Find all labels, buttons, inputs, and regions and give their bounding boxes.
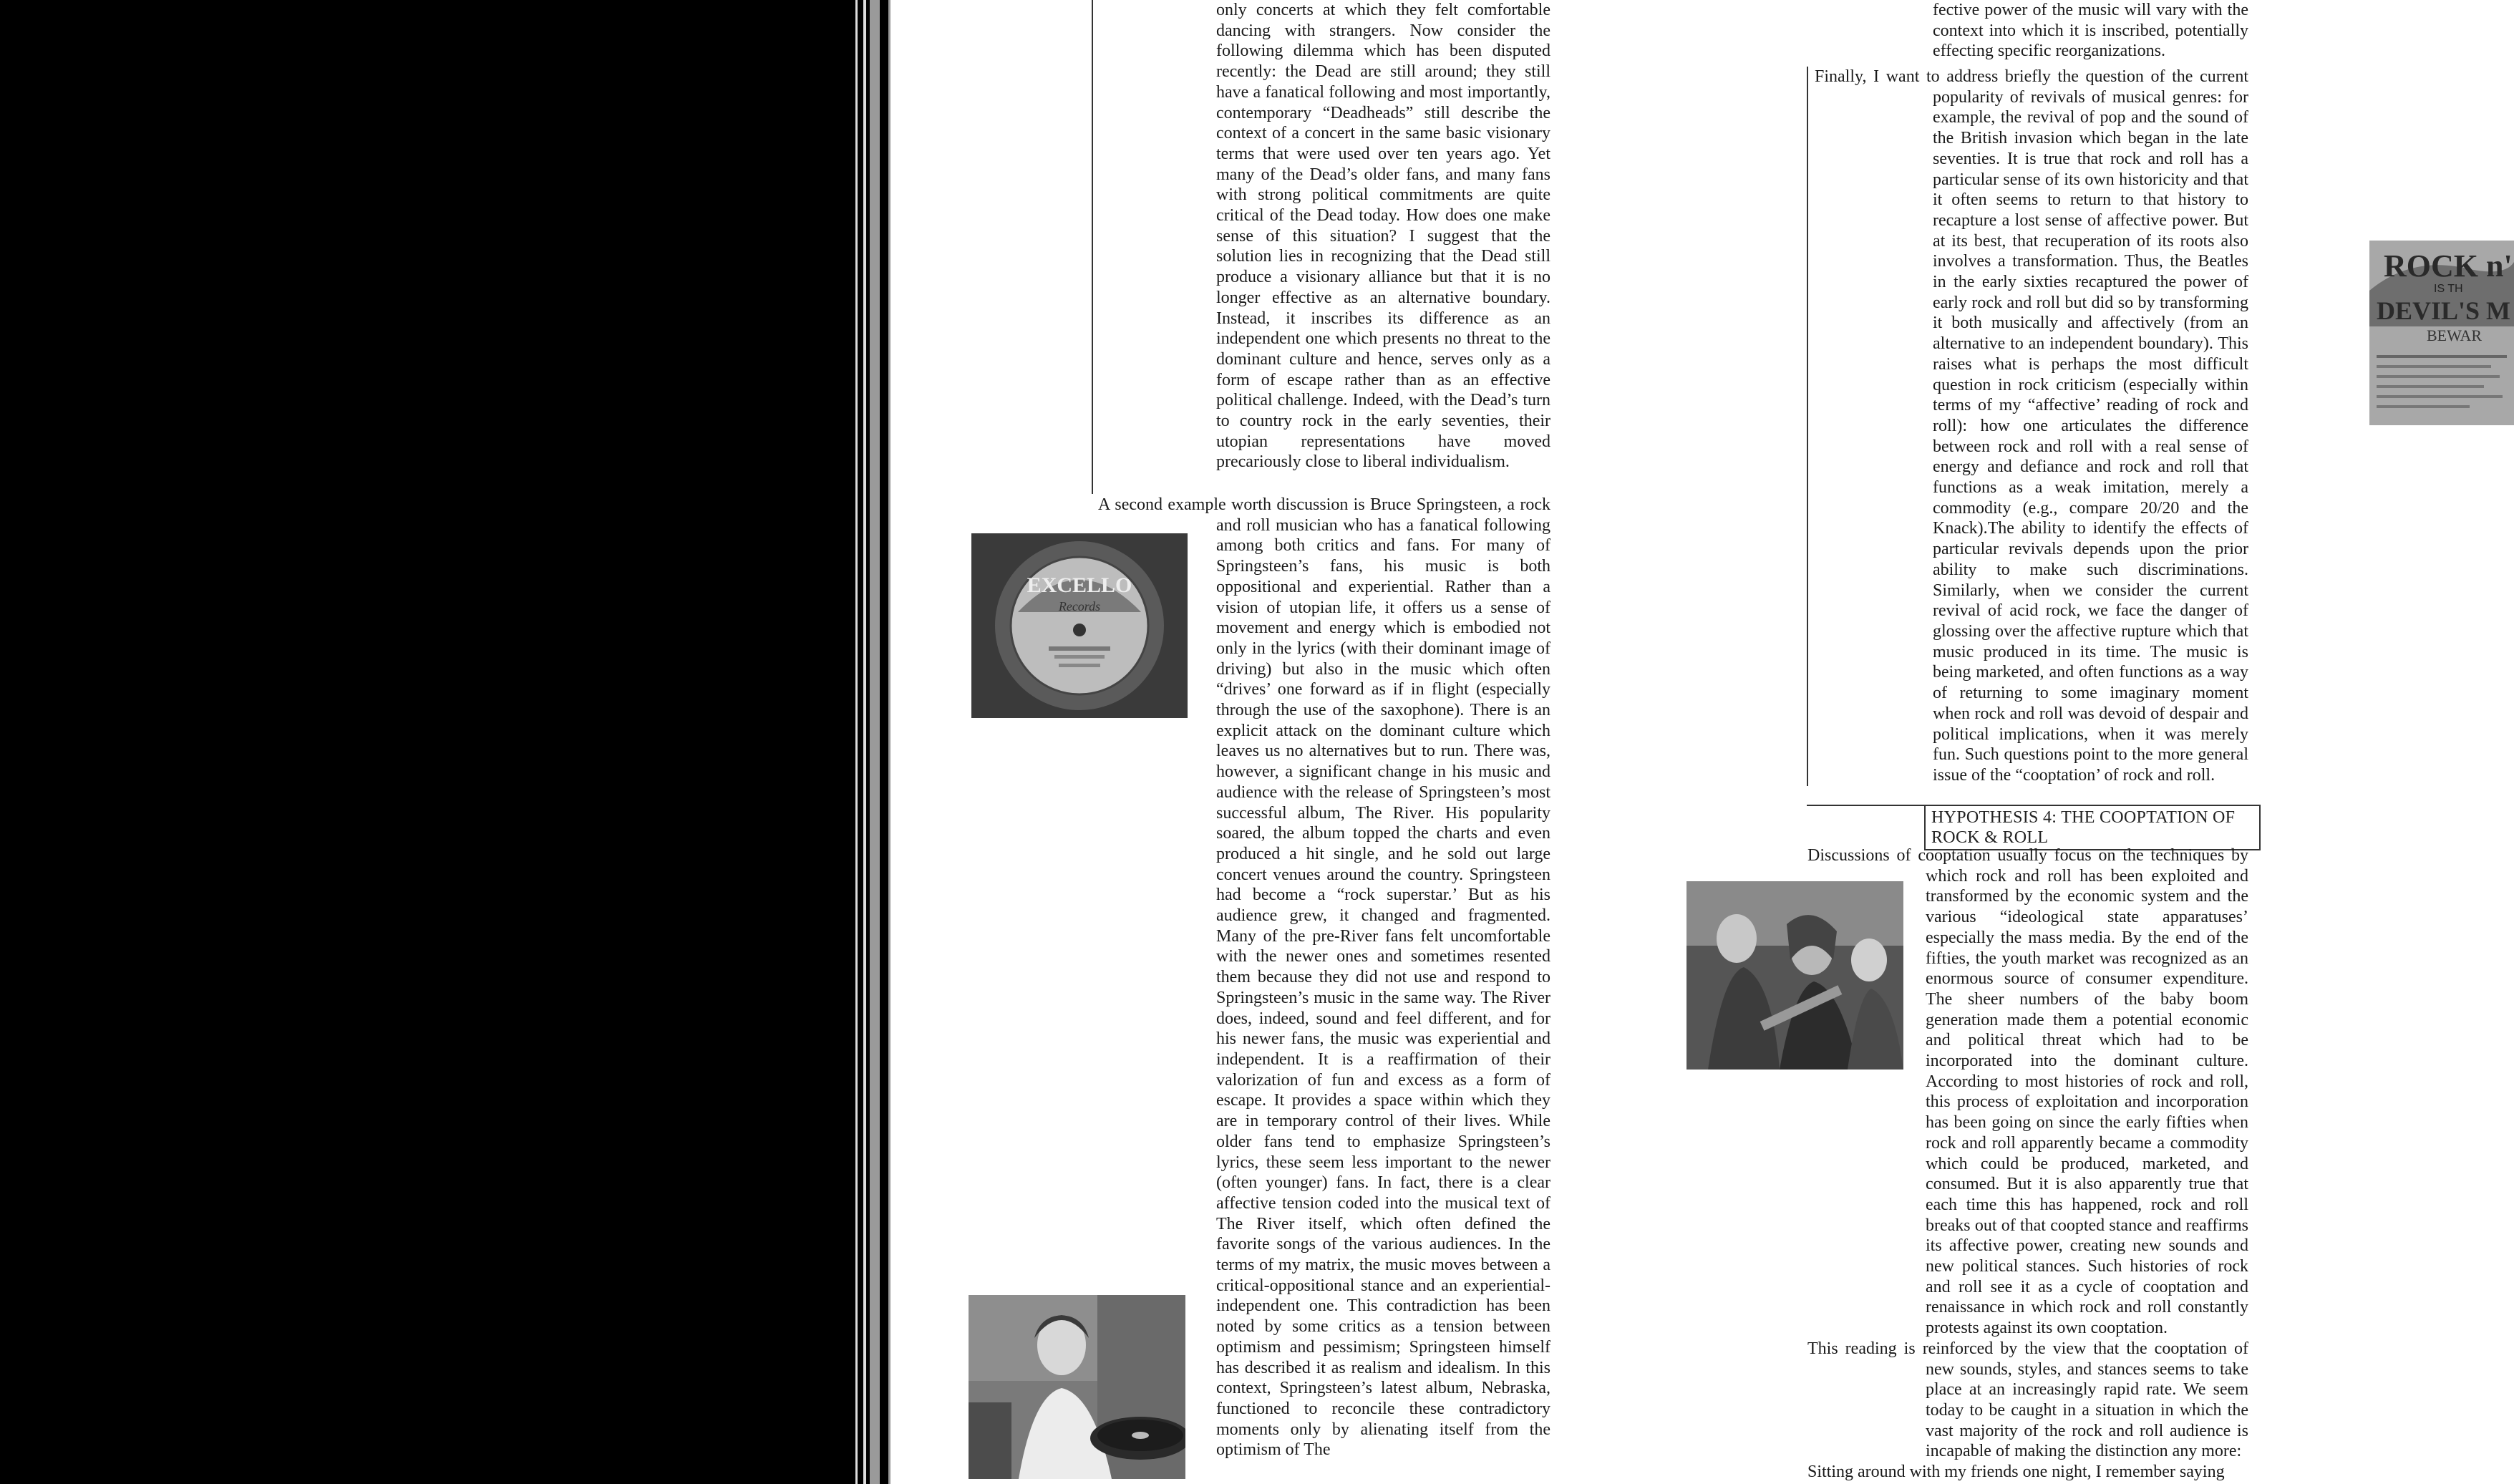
poster-line-4: BEWAR [2427, 326, 2482, 344]
paragraph-affective: fective power of the music will vary with the context into which it is inscribed, potentially effecting specific reorganizations. [1933, 1, 2248, 61]
poster-line-3: DEVIL'S M [2377, 296, 2511, 325]
spine-shadow [888, 0, 890, 1484]
person-record-photo [969, 1295, 1185, 1479]
paragraph-sitting: Sitting around with my friends one night, I remember saying [1807, 1463, 2225, 1482]
right-text-column-2 [1815, 67, 2248, 786]
paragraph-dead: only concerts at which they felt comfortable dancing with strangers. Now consider the following dilemma which has been disputed recently: the Dead are still around; they still have a fanatical following and most importantly, contemporary “Deadheads” still describe the context of a concert in the same basic visionary terms that were used over ten years ago. Yet many of the Dead’s older fans, and many fans with strong political commitments are quite critical of the Dead today. How does one make sense of this situation? I suggest that the solution lies in recognizing that the Dead still produce a visionary alliance but that it is no longer effective as an alternative boundary. Instead, it inscribes its difference as an independent one which presents no threat to the dominant culture and hence, serves only as a form of escape rather than as an effective political challenge. Indeed, with the Dead’s turn to country rock in the early seventies, their utopian representations have moved precariously close to liberal individualism. [1216, 1, 1550, 472]
poster-line-2: IS TH [2434, 283, 2463, 295]
spine-band [880, 0, 888, 1484]
spine-shadow [870, 0, 880, 1484]
margin-rule-right [1807, 67, 1808, 786]
right-text-column-3 [1807, 845, 2248, 1483]
heading-rule [1807, 805, 1925, 806]
musicians-photo [1686, 881, 1903, 1070]
paragraph-cooptation: Discussions of cooptation usually focus on the techniques by which rock and roll has been exploited and transformed by the economic system and the various “ideological state apparatuses’ especially the mass media. By the end of the fifties, the youth market was recognized as an enormous source of consumer expenditure. The sheer numbers of the baby boom generation made them a potential economic and political threat which had to be incorporated into the dominant culture. According to most histories of rock and roll, this process of exploitation and incorporation has been going on since the early fifties when rock and roll apparently became a commodity which could be produced, marketed, and consumed. But it is also apparently true that each time this has happened, rock and roll breaks out of that coopted stance and reaffirms its affective power, creating new sounds and new political stances. Such histories of rock and roll see it as a cycle of cooptation and renaissance in which rock and roll constantly protests against its own cooptation. [1807, 846, 2248, 1338]
left-text-column-2 [1098, 495, 1550, 1460]
margin-rule [1092, 0, 1093, 494]
poster-photo [2369, 241, 2514, 425]
paragraph-revivals: Finally, I want to address briefly the question of the current popularity of revivals of musical genres: for example, the revival of pop and the sound of the British invasion which began in the late seventies. It is true that rock and roll has a particular sense of its own historicity and that it often seems to return to that history to recapture a lost sense of affective power. But at its best, that recuperation of its roots also involves a transformation. Thus, the Beatles in the early sixties recaptured the power of early rock and roll but did so by transforming it both musically and affectively (from an alternative to an independent boundary). This raises what is perhaps the most difficult question in rock criticism (especially within terms of my “affective’ reading of rock and roll): how one articulates the difference between rock and roll with a real sense of energy and defiance and rock and roll that functions as a weak imitation, merely a commodity (e.g., compare 20/20 and the Knack).The ability to identify the effects of particular revivals depends upon the prior ability to make such discriminations. Similarly, when we consider the current revival of acid rock, we face the danger of glossing over the affective rupture which that music produced in its time. The music is being marketed, and often functions as a way of returning to some imaginary moment when rock and roll was devoid of despair and political implications, when it was merely fun. Such questions point to the more general issue of the “cooptation’ of rock and roll. [1815, 67, 2248, 785]
poster-title: ROCK n' [2384, 248, 2513, 283]
left-text-column [1216, 0, 1550, 472]
paragraph-springsteen: A second example worth discussion is Bruce Springsteen, a rock and roll musician who has a fanatical following among both critics and fans. For many of Springsteen’s fans, his music is both oppositional and experiential. Rather than a vision of utopian life, it offers us a sense of movement and energy which is embodied not only in the lyrics (with their dominant image of driving) but also in the music which often “drives’ one forward as if in flight (especially through the use of the saxophone). There is an explicit attack on the dominant culture which leaves us no alternatives but to run. There was, however, a significant change in his music and audience with the release of Springsteen’s most successful album, The River. His popularity soared, the album topped the charts and even produced a hit single, and he sold out large concert venues around the country. Springsteen had become a “rock superstar.’ But as his audience grew, it changed and fragmented. Many of the pre-River fans felt uncomfortable with the newer ones and sometimes resented them because they did not use and respond to Springsteen’s music in the same way. The River does, indeed, sound and feel different, and for his newer fans, the music was experiential and independent. It is a reaffirmation of their valorization of fun and excess as a form of escape. It provides a space within which they are in temporary control of their lives. While older fans tend to emphasize Springsteen’s lyrics, these seem less important to the newer (often younger) fans. In fact, there is a clear affective tension coded into the musical text of The River itself, which often defined the favorite songs of the various audiences. In the terms of my matrix, the music moves between a critical-oppositional stance and an experiential-independent one. This contradiction has been noted by some critics as a tension between optimism and pessimism; Springsteen himself has described it as realism and idealism. In this context, Springsteen’s latest album, Nebraska, functioned to reconcile these contradictory moments only by alienating itself from the optimism of The [1098, 495, 1550, 1460]
scan-black-margin [0, 0, 855, 1484]
section-heading: HYPOTHESIS 4: THE COOPTATION OF ROCK & ROLL [1924, 805, 2261, 850]
spine-band [858, 0, 863, 1484]
record-label-title: EXCELLO [1027, 573, 1132, 597]
record-label-subtitle: Records [1058, 599, 1101, 614]
paragraph-reading: This reading is reinforced by the view that the cooptation of new sounds, styles, and stances seems to take place at an increasingly rapid rate. We seem today to be caught in a situation in which the vast majority of the rock and roll audience is incapable of making the distinction any more: [1807, 1339, 2248, 1461]
right-text-column [1933, 0, 2248, 62]
record-label-photo [971, 533, 1188, 718]
